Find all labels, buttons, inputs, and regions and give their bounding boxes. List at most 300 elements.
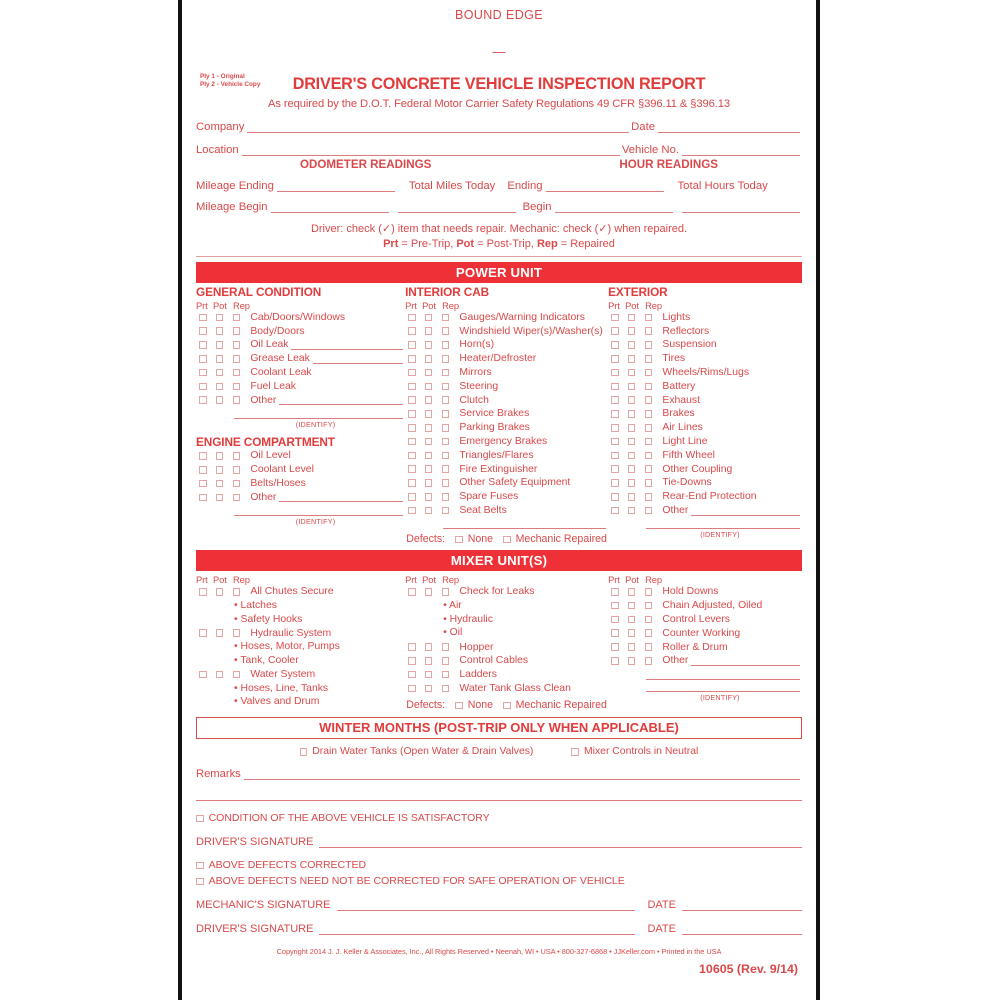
checklist-item xyxy=(196,668,405,682)
checkbox-pot[interactable] xyxy=(216,369,224,377)
checkbox-pot[interactable] xyxy=(425,493,433,501)
checkbox-pot[interactable] xyxy=(628,602,636,610)
mixer-controls-neutral-checkbox[interactable] xyxy=(571,748,579,756)
prt-header: Prt xyxy=(405,573,417,585)
checklist-item xyxy=(405,476,608,490)
checkbox-rep[interactable] xyxy=(442,327,450,335)
checkbox-rep[interactable] xyxy=(645,452,653,460)
checkbox-prt[interactable] xyxy=(611,479,619,487)
checklist-item-label: Coolant Leak xyxy=(250,367,312,379)
checkbox-prt[interactable] xyxy=(408,410,416,418)
checkbox-rep[interactable] xyxy=(233,383,241,391)
checkbox-rep[interactable] xyxy=(442,355,450,363)
checkbox-rep[interactable] xyxy=(442,452,450,460)
checkbox-prt[interactable] xyxy=(611,383,619,391)
hours-ending-label: Ending xyxy=(507,180,543,192)
checkbox-pot[interactable] xyxy=(425,465,433,473)
divider-rule xyxy=(196,256,802,257)
checkbox-prt[interactable] xyxy=(611,602,619,610)
checkbox-prt[interactable] xyxy=(199,327,207,335)
checkbox-prt[interactable] xyxy=(611,465,619,473)
checkbox-pot[interactable] xyxy=(216,452,224,460)
prt-pot-rep-header xyxy=(196,574,405,585)
checkbox-prt[interactable] xyxy=(611,410,619,418)
checkbox-rep[interactable] xyxy=(645,424,653,432)
checkbox-pot[interactable] xyxy=(425,479,433,487)
checklist-item xyxy=(196,311,405,325)
checkbox-rep[interactable] xyxy=(233,671,241,679)
mileage-ending-input-line[interactable] xyxy=(277,180,395,192)
checklist-item xyxy=(608,654,802,668)
checkbox-rep[interactable] xyxy=(233,480,241,488)
checkbox-rep[interactable] xyxy=(645,438,653,446)
checkbox-pot[interactable] xyxy=(216,383,224,391)
checklist-item xyxy=(405,435,608,449)
checkbox-rep[interactable] xyxy=(645,657,653,665)
general-condition-identify-line[interactable] xyxy=(234,407,403,419)
total-miles-today-input-line[interactable] xyxy=(398,201,516,213)
power-unit-defects-row xyxy=(405,533,608,545)
driver-signature-line-2[interactable] xyxy=(319,923,635,935)
checkbox-prt[interactable] xyxy=(408,355,416,363)
checkbox-pot[interactable] xyxy=(425,383,433,391)
checklist-sub-item: • Hydraulic xyxy=(443,613,493,625)
drain-water-tanks-checkbox[interactable] xyxy=(300,748,308,756)
checkbox-prt[interactable] xyxy=(199,466,207,474)
checkbox-pot[interactable] xyxy=(628,657,636,665)
checkbox-pot[interactable] xyxy=(425,314,433,322)
checkbox-pot[interactable] xyxy=(628,452,636,460)
part-number: 10605 (Rev. 9/14) xyxy=(699,962,798,977)
checkbox-pot[interactable] xyxy=(425,341,433,349)
checklist-item xyxy=(196,379,405,393)
checkbox-prt[interactable] xyxy=(611,452,619,460)
company-input-line[interactable] xyxy=(247,121,629,133)
checkbox-prt[interactable] xyxy=(199,396,207,404)
rep-abbrev: Rep xyxy=(536,238,558,250)
odometer-readings-header: ODOMETER READINGS xyxy=(299,158,432,171)
checklist-item-write-in-line[interactable] xyxy=(313,354,403,364)
checkbox-rep[interactable] xyxy=(233,466,241,474)
checklist-item-label: Counter Working xyxy=(662,627,741,639)
checkbox-prt[interactable] xyxy=(611,588,619,596)
checkbox-prt[interactable] xyxy=(199,355,207,363)
mixer-unit-defects-row xyxy=(405,699,608,711)
exterior-identify-label: (IDENTIFY) xyxy=(700,530,740,540)
checkbox-pot[interactable] xyxy=(425,657,433,665)
checkbox-rep[interactable] xyxy=(233,355,241,363)
ply-line-1: Ply 1 - Original xyxy=(200,73,245,80)
form-title: DRIVER'S CONCRETE VEHICLE INSPECTION REPORT xyxy=(292,75,706,93)
checkbox-rep[interactable] xyxy=(645,410,653,418)
checkbox-prt[interactable] xyxy=(408,327,416,335)
interior-cab-bottom-line[interactable] xyxy=(443,517,606,529)
mixer-right-identify-line-1[interactable] xyxy=(646,668,800,680)
checklist-item-label: Other xyxy=(250,491,277,503)
checkbox-pot[interactable] xyxy=(216,341,224,349)
checklist-item-label: Steering xyxy=(459,380,499,392)
checkbox-prt[interactable] xyxy=(408,424,416,432)
checkbox-rep[interactable] xyxy=(645,588,653,596)
hours-begin-label: Begin xyxy=(522,201,552,213)
checkbox-prt[interactable] xyxy=(408,657,416,665)
readings-headers-row xyxy=(196,158,802,171)
checkbox-rep[interactable] xyxy=(233,452,241,460)
checkbox-prt[interactable] xyxy=(199,341,207,349)
checkbox-pot[interactable] xyxy=(628,438,636,446)
mechanic-date-label: DATE xyxy=(647,899,676,912)
checkbox-rep[interactable] xyxy=(442,685,450,693)
prt-header: Prt xyxy=(608,299,620,311)
checkbox-pot[interactable] xyxy=(628,629,636,637)
checklist-sub-item: • Safety Hooks xyxy=(234,613,303,625)
checklist-item xyxy=(608,338,802,352)
checkbox-prt[interactable] xyxy=(199,671,207,679)
checkbox-rep[interactable] xyxy=(645,507,653,515)
checkbox-prt[interactable] xyxy=(408,643,416,651)
checkbox-rep[interactable] xyxy=(645,616,653,624)
checkbox-rep[interactable] xyxy=(645,327,653,335)
checkbox-rep[interactable] xyxy=(442,424,450,432)
engine-compartment-title: ENGINE COMPARTMENT xyxy=(196,435,335,450)
mileage-begin-label: Mileage Begin xyxy=(196,201,268,213)
checkbox-prt[interactable] xyxy=(199,452,207,460)
hours-ending-input-line[interactable] xyxy=(546,180,664,192)
checkbox-pot[interactable] xyxy=(425,410,433,418)
checklist-item xyxy=(196,490,405,504)
checkbox-prt[interactable] xyxy=(408,479,416,487)
condition-satisfactory-checkbox[interactable] xyxy=(196,815,204,823)
checklist-sub-item: • Tank, Cooler xyxy=(234,654,299,666)
checkbox-rep[interactable] xyxy=(645,341,653,349)
checkbox-prt[interactable] xyxy=(408,588,416,596)
defects-corrected-label: ABOVE DEFECTS CORRECTED xyxy=(208,859,367,872)
checkbox-rep[interactable] xyxy=(233,314,241,322)
checkbox-pot[interactable] xyxy=(216,494,224,502)
checkbox-pot[interactable] xyxy=(425,396,433,404)
checkbox-pot[interactable] xyxy=(425,643,433,651)
checkbox-prt[interactable] xyxy=(611,424,619,432)
mixer-right-items xyxy=(608,585,802,668)
checkbox-prt[interactable] xyxy=(408,438,416,446)
checkbox-rep[interactable] xyxy=(645,355,653,363)
checkbox-rep[interactable] xyxy=(442,383,450,391)
checklist-item xyxy=(608,324,802,338)
total-hours-today-label: Total Hours Today xyxy=(677,180,768,192)
checkbox-prt[interactable] xyxy=(611,314,619,322)
checkbox-prt[interactable] xyxy=(611,616,619,624)
defects-corrected-checkbox[interactable] xyxy=(196,862,204,870)
checkbox-pot[interactable] xyxy=(628,410,636,418)
checkbox-pot[interactable] xyxy=(425,671,433,679)
exterior-identify-line[interactable] xyxy=(646,517,800,529)
checkbox-rep[interactable] xyxy=(442,479,450,487)
rep-header: Rep xyxy=(442,299,459,311)
checkbox-rep[interactable] xyxy=(442,657,450,665)
checkbox-prt[interactable] xyxy=(611,657,619,665)
checkbox-rep[interactable] xyxy=(645,629,653,637)
checkbox-prt[interactable] xyxy=(199,629,207,637)
defects-need-not-row[interactable] xyxy=(196,875,802,887)
abbreviation-legend xyxy=(196,238,802,250)
checklist-item-label: Other Safety Equipment xyxy=(459,477,571,489)
checkbox-rep[interactable] xyxy=(442,507,450,515)
vehicle-no-input-line[interactable] xyxy=(682,144,800,156)
hours-begin-input-line[interactable] xyxy=(555,201,673,213)
checkbox-rep[interactable] xyxy=(442,369,450,377)
checkbox-pot[interactable] xyxy=(628,493,636,501)
checkbox-rep[interactable] xyxy=(645,383,653,391)
mileage-begin-input-line[interactable] xyxy=(271,201,389,213)
checklist-item-label: Grease Leak xyxy=(250,353,310,365)
date-input-line[interactable] xyxy=(658,121,800,133)
checklist-item-label: Parking Brakes xyxy=(459,422,530,434)
checkbox-rep[interactable] xyxy=(442,588,450,596)
checkbox-rep[interactable] xyxy=(442,671,450,679)
checklist-item xyxy=(405,366,608,380)
checkbox-prt[interactable] xyxy=(611,643,619,651)
checklist-item xyxy=(608,476,802,490)
checkbox-prt[interactable] xyxy=(611,396,619,404)
checkbox-prt[interactable] xyxy=(611,507,619,515)
checkbox-prt[interactable] xyxy=(408,314,416,322)
checkbox-pot[interactable] xyxy=(216,314,224,322)
checklist-sub-item: • Valves and Drum xyxy=(234,696,320,708)
checkbox-prt[interactable] xyxy=(408,341,416,349)
checklist-item xyxy=(405,640,608,654)
checkbox-rep[interactable] xyxy=(645,369,653,377)
checkbox-rep[interactable] xyxy=(645,643,653,651)
checkbox-pot[interactable] xyxy=(216,355,224,363)
checkbox-prt[interactable] xyxy=(199,480,207,488)
vehicle-no-label: Vehicle No. xyxy=(621,144,679,156)
mechanic-signature-row xyxy=(196,899,802,911)
checkbox-rep[interactable] xyxy=(233,588,241,596)
driver-signature-row-2 xyxy=(196,923,802,935)
condition-satisfactory-row[interactable] xyxy=(196,812,802,824)
checkbox-rep[interactable] xyxy=(645,602,653,610)
checkbox-pot[interactable] xyxy=(628,341,636,349)
checkbox-prt[interactable] xyxy=(199,314,207,322)
checkbox-pot[interactable] xyxy=(425,327,433,335)
checklist-item xyxy=(608,393,802,407)
checkbox-prt[interactable] xyxy=(611,327,619,335)
checkbox-prt[interactable] xyxy=(199,494,207,502)
mechanic-signature-line[interactable] xyxy=(337,899,636,911)
checkbox-prt[interactable] xyxy=(408,493,416,501)
checkbox-rep[interactable] xyxy=(442,438,450,446)
checkbox-pot[interactable] xyxy=(628,396,636,404)
checklist-item xyxy=(196,463,405,477)
checkbox-pot[interactable] xyxy=(216,671,224,679)
checkbox-pot[interactable] xyxy=(425,452,433,460)
checklist-item-write-in-line[interactable] xyxy=(279,395,403,405)
checkbox-pot[interactable] xyxy=(425,424,433,432)
checkbox-pot[interactable] xyxy=(216,588,224,596)
checkbox-prt[interactable] xyxy=(408,452,416,460)
checkbox-rep[interactable] xyxy=(233,327,241,335)
checklist-item-label: Hydraulic System xyxy=(250,627,332,639)
exterior-title: EXTERIOR xyxy=(608,284,668,299)
total-hours-today-input-line[interactable] xyxy=(682,201,800,213)
checkbox-rep[interactable] xyxy=(442,465,450,473)
defects-corrected-row[interactable] xyxy=(196,859,802,871)
checkbox-rep[interactable] xyxy=(233,629,241,637)
checkbox-rep[interactable] xyxy=(233,494,241,502)
remarks-input-line-2[interactable] xyxy=(196,780,802,801)
checklist-item-label: Brakes xyxy=(662,408,695,420)
checkbox-prt[interactable] xyxy=(408,465,416,473)
checklist-item xyxy=(608,407,802,421)
checklist-item-label: Control Levers xyxy=(662,613,730,625)
checkbox-rep[interactable] xyxy=(233,369,241,377)
checkbox-pot[interactable] xyxy=(628,383,636,391)
checkbox-pot[interactable] xyxy=(628,465,636,473)
driver-signature-line-1[interactable] xyxy=(319,836,802,848)
checklist-item-write-in-line[interactable] xyxy=(279,492,403,502)
checklist-item-label: Fifth Wheel xyxy=(662,449,715,461)
checkbox-pot[interactable] xyxy=(425,685,433,693)
checkbox-pot[interactable] xyxy=(425,507,433,515)
checkbox-pot[interactable] xyxy=(216,466,224,474)
checkbox-pot[interactable] xyxy=(216,396,224,404)
pot-header: Pot xyxy=(213,299,227,311)
checkbox-rep[interactable] xyxy=(233,396,241,404)
checkbox-pot[interactable] xyxy=(216,480,224,488)
prt-header: Prt xyxy=(608,573,620,585)
checkbox-pot[interactable] xyxy=(628,314,636,322)
checklist-item xyxy=(196,626,405,640)
checklist-item xyxy=(405,352,608,366)
checkbox-pot[interactable] xyxy=(216,327,224,335)
defects-need-not-checkbox[interactable] xyxy=(196,878,204,886)
checkbox-prt[interactable] xyxy=(408,685,416,693)
checkbox-rep[interactable] xyxy=(645,396,653,404)
checklist-item xyxy=(196,585,405,599)
checkbox-prt[interactable] xyxy=(199,383,207,391)
checkbox-pot[interactable] xyxy=(628,479,636,487)
driver-signature-label-1: DRIVER'S SIGNATURE xyxy=(196,836,314,849)
defects-mechanic-repaired-label: Mechanic Repaired xyxy=(515,533,607,546)
checkbox-pot[interactable] xyxy=(628,588,636,596)
checkbox-rep[interactable] xyxy=(645,314,653,322)
mechanic-date-line[interactable] xyxy=(682,899,802,911)
pot-abbrev: Pot xyxy=(456,238,475,250)
checklist-item-label: Other Coupling xyxy=(662,463,733,475)
checklist-item xyxy=(405,682,608,696)
defects-none-checkbox[interactable] xyxy=(455,536,463,544)
copyright-notice: Copyright 2014 J. J. Keller & Associates, Inc., All Rights Reserved • Neenah, WI • USA • 800-327-6868 • JJKeller.com • Printed in the USA xyxy=(276,947,722,957)
checklist-item-label: Hopper xyxy=(459,641,494,653)
checkbox-rep[interactable] xyxy=(645,479,653,487)
checklist-item-label: Cab/Doors/Windows xyxy=(250,311,346,323)
checkbox-rep[interactable] xyxy=(442,643,450,651)
checkbox-pot[interactable] xyxy=(628,327,636,335)
checkbox-prt[interactable] xyxy=(408,507,416,515)
checkbox-prt[interactable] xyxy=(611,493,619,501)
checklist-item-label: Reflectors xyxy=(662,325,710,337)
checklist-item-label: Air Lines xyxy=(662,422,703,434)
defects-none-checkbox[interactable] xyxy=(455,702,463,710)
checkbox-prt[interactable] xyxy=(408,671,416,679)
checkbox-prt[interactable] xyxy=(408,369,416,377)
checkbox-prt[interactable] xyxy=(408,396,416,404)
power-unit-columns xyxy=(196,285,802,546)
checkbox-rep[interactable] xyxy=(233,341,241,349)
checkbox-pot[interactable] xyxy=(628,424,636,432)
prt-meaning: = Pre-Trip, xyxy=(398,238,457,250)
defects-mechanic-repaired-checkbox[interactable] xyxy=(503,702,511,710)
driver-date-line[interactable] xyxy=(682,923,802,935)
checkbox-pot[interactable] xyxy=(628,616,636,624)
checkbox-pot[interactable] xyxy=(628,355,636,363)
checkbox-prt[interactable] xyxy=(611,438,619,446)
checkbox-rep[interactable] xyxy=(442,314,450,322)
date-label: Date xyxy=(631,121,655,133)
checkbox-prt[interactable] xyxy=(611,341,619,349)
company-label: Company xyxy=(196,121,245,133)
checkbox-rep[interactable] xyxy=(645,465,653,473)
checklist-item-label: Mirrors xyxy=(459,367,492,379)
checkbox-pot[interactable] xyxy=(425,438,433,446)
defects-mechanic-repaired-checkbox[interactable] xyxy=(503,536,511,544)
pot-meaning: = Post-Trip, xyxy=(474,238,537,250)
checkbox-prt[interactable] xyxy=(611,369,619,377)
mixer-right-identify-line-2[interactable] xyxy=(646,680,800,692)
checklist-item xyxy=(405,668,608,682)
checklist-item xyxy=(405,338,608,352)
checklist-item-write-in-line[interactable] xyxy=(691,656,800,666)
checkbox-pot[interactable] xyxy=(628,507,636,515)
bound-edge-dash: — xyxy=(492,44,506,59)
checkbox-pot[interactable] xyxy=(425,588,433,596)
checkbox-prt[interactable] xyxy=(199,369,207,377)
checklist-item-write-in-line[interactable] xyxy=(291,340,403,350)
checklist-item-label: Rear-End Protection xyxy=(662,491,757,503)
checklist-item-label: Other xyxy=(662,505,689,517)
checklist-item-write-in-line[interactable] xyxy=(691,506,800,516)
checklist-item xyxy=(608,462,802,476)
checkbox-pot[interactable] xyxy=(628,643,636,651)
checkbox-rep[interactable] xyxy=(442,396,450,404)
engine-compartment-identify-line[interactable] xyxy=(234,504,403,516)
location-input-line[interactable] xyxy=(242,144,620,156)
checkbox-prt[interactable] xyxy=(408,383,416,391)
checkbox-pot[interactable] xyxy=(216,629,224,637)
checklist-item xyxy=(405,504,608,518)
checkbox-prt[interactable] xyxy=(611,629,619,637)
remarks-input-line-1[interactable] xyxy=(244,768,800,780)
defects-mechanic-repaired-label: Mechanic Repaired xyxy=(515,699,607,712)
checkbox-rep[interactable] xyxy=(645,493,653,501)
inspection-form-sheet xyxy=(186,0,812,1000)
checklist-item-label: Suspension xyxy=(662,339,717,351)
checklist-item xyxy=(405,490,608,504)
checklist-item xyxy=(196,393,405,407)
checkbox-prt[interactable] xyxy=(611,355,619,363)
checkbox-pot[interactable] xyxy=(425,355,433,363)
checkbox-rep[interactable] xyxy=(442,341,450,349)
checkbox-rep[interactable] xyxy=(442,493,450,501)
checkbox-rep[interactable] xyxy=(442,410,450,418)
checklist-item-label: Coolant Level xyxy=(250,464,314,476)
driver-signature-label-2: DRIVER'S SIGNATURE xyxy=(196,923,314,936)
checkbox-pot[interactable] xyxy=(628,369,636,377)
checkbox-prt[interactable] xyxy=(199,588,207,596)
rep-header: Rep xyxy=(645,573,662,585)
checkbox-pot[interactable] xyxy=(425,369,433,377)
mixer-unit-banner: MIXER UNIT(S) xyxy=(196,550,802,571)
